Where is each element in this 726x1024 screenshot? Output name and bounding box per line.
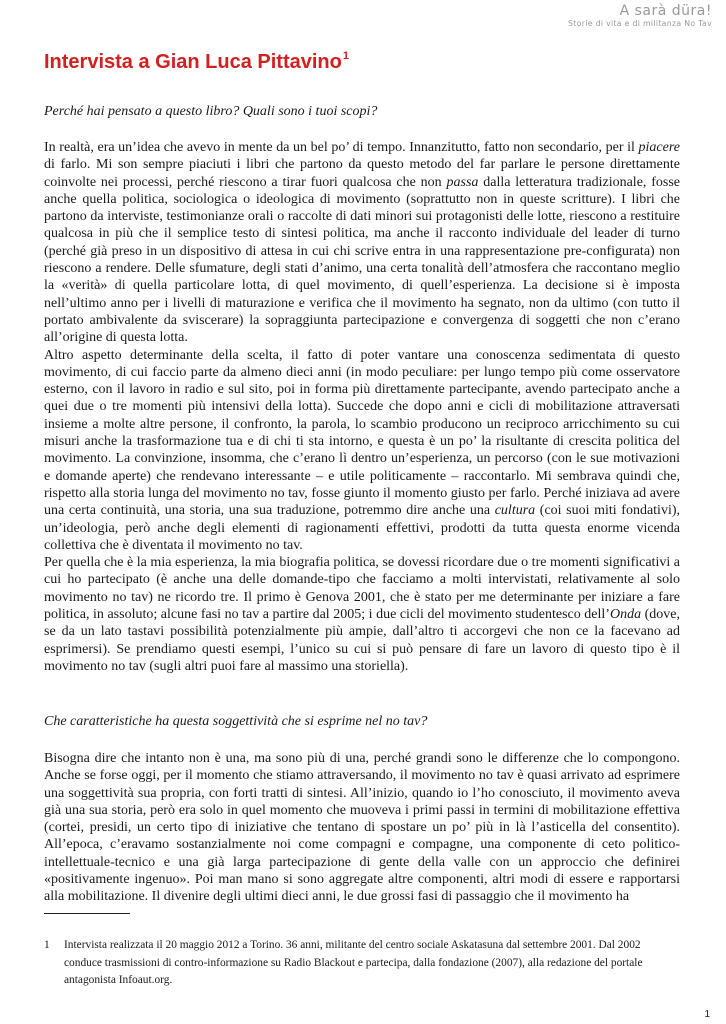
footnote-divider <box>44 913 130 914</box>
brand-subtitle: Storie di vita e di militanza No Tav <box>568 19 712 28</box>
answer-1 <box>44 139 680 675</box>
page-title-text: Intervista a Gian Luca Pittavino <box>44 51 342 73</box>
brand-title: A sarà düra! <box>619 3 712 19</box>
answer-2-paragraph-1: Bisogna dire che intanto non è una, ma sono più di una, perché grandi sono le differenze che lo compongono. Anche se forse oggi, per il momento che stiamo attraversando, il movimento no tav è quasi arrivato ad esprimere una soggettività sua propria, con forti tratti di sintesi. All’inizio, quando io l’ho conosciuto, il movimento aveva già una sua storia, però era solo in quel momento che muoveva i primi passi in termini di mobilitazione effettiva (cortei, presidi, un certo tipo di iniziative che tentano di spostare un po’ più in là l’asticella del consentito). All’epoca, c’eravamo sostanzialmente noi come compagni e compagne, una componente di ceto politico-intellettuale-tecnico e una già larga partecipazione di gente della valle con un approccio che definirei «positivamente ingenuo». Poi man mano si sono aggregate altre componenti, altri modi di essere e rapportarsi alla mobilitazione. Il divenire degli ultimi dieci anni, le due grossi fasi di passaggio che il movimento ha <box>44 751 680 905</box>
footnote-text: Intervista realizzata il 20 maggio 2012 a Torino. 36 anni, militante del centro sociale Askatasuna dal settembre 2001. Dal 2002 conduce trasmissioni di contro-informazione su Radio Blackout e partecipa, dalla fondazione (2007), alla redazione del portale antagonista Infoaut.org. <box>64 939 643 986</box>
footnote-number: 1 <box>44 939 50 951</box>
page-title <box>44 50 349 74</box>
answer-2 <box>44 750 680 906</box>
answer-1-paragraph-3: Per quella che è la mia esperienza, la mia biografia politica, se dovessi ricordare due o tre momenti significativi a cui ho partecipato (è anche una delle domande-tipo che facciamo a molti intervistati, relativamente al solo movimento no tav) ne ricordo tre. Il primo è Genova 2001, che è stato per me determinante per iniziare a fare politica, in assoluto; alcune fasi no tav a partire dal 2005; i due cicli del movimento studentesco dell’Onda (dove, se da un lato tastavi possibilità potenzialmente più ampie, dall’altro ti accorgevi che non ce la facevano ad esprimersi). Se prendiamo questi esempi, l’unico su cui si può pensare di fare un lavoro di questo tipo è il movimento no tav (sugli altri puoi fare al massimo una storiella). <box>44 555 680 674</box>
question-1: Perché hai pensato a questo libro? Quali sono i tuoi scopi? <box>44 104 378 119</box>
footnote-ref[interactable]: 1 <box>342 50 349 62</box>
answer-1-paragraph-1: In realtà, era un’idea che avevo in mente da un bel po’ di tempo. Innanzitutto, fatto non secondario, per il piacere di farlo. Mi son sempre piaciuti i libri che partono da questo metodo del far parlare le persone direttamente coinvolte nei processi, perché riescono a tirar fuori qualcosa che non passa dalla letteratura tradizionale, fosse anche quella politica, sociologica o ideologica di movimento (soprattutto non in queste scritture). I libri che partono da interviste, testimonianze orali o raccolte di dati minori sui protagonisti delle lotte, riescono a restituire qualcosa in più che il semplice testo di sintesi politica, ma anche il racconto individuale del leader di turno (perché già preso in un dispositivo di attesa in cui chi scrive entra in una rappresentazione pre-configurata) non riescono a rendere. Delle sfumature, degli stati d’animo, una certa tonalità dell’atmosfera che raccontano meglio la «verità» di quella particolare lotta, di quel movimento, di quell’esperienza. La decisione si è imposta nell’ultimo anno per i livelli di maturazione e verifica che il movimento ha segnato, non da ultimo (con tutto il portato ambivalente da sviscerare) la sopraggiunta partecipazione e convergenza di soggetti che non c’erano all’origine di questa lotta. <box>44 140 681 346</box>
page-number: 1 <box>704 1009 710 1020</box>
footnote <box>44 937 680 990</box>
header-brand <box>568 4 712 28</box>
answer-1-paragraph-2: Altro aspetto determinante della scelta, il fatto di poter vantare una conoscenza sedimentata di questo movimento, di cui faccio parte da almeno dieci anni (in modo peculiare: per lungo tempo più come osservatore esterno, con il lavoro in radio e sul sito, poi in forma più direttamente partecipante, avendo partecipato anche a quei due o tre momenti più intensivi della lotta). Succede che dopo anni e cicli di mobilitazione attraversati insieme a molte altre persone, il confronto, la parola, lo scambio producono un reciproco arricchimento su cui misuri anche la trasformazione tua e di chi ti sta intorno, e questa è un po’ la risultante di crescita politica del movimento. La convinzione, insomma, che c’erano lì dentro un’esperienza, un percorso (con le sue motivazioni e domande aperte) che rendevano interessante – e utile politicamente – raccontarlo. Mi sembrava quindi che, rispetto alla storia lunga del movimento no tav, fosse giunto il momento giusto per farlo. Perché iniziava ad avere una certa continuità, una storia, una sua traduzione, potremmo dire anche una cultura (coi suoi miti fondativi), un’ideologia, però anche degli elementi di ragionamenti effettivi, prodotti da tutta questa enorme vicenda collettiva che è diventata il movimento no tav. <box>44 347 680 553</box>
question-2: Che caratteristiche ha questa soggettività che si esprime nel no tav? <box>44 714 428 729</box>
